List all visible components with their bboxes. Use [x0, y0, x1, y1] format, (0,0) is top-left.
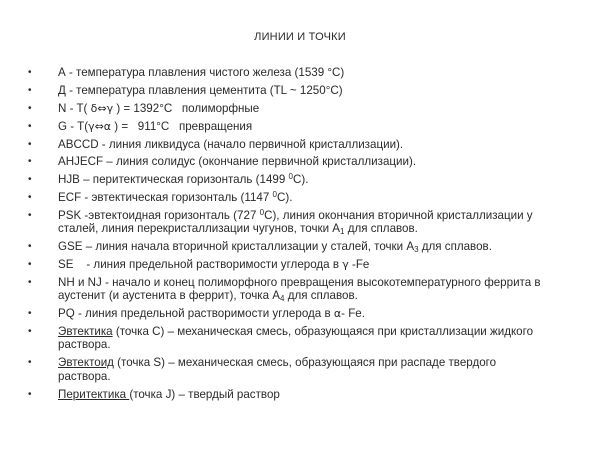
item-text-part: для сплавов.	[344, 222, 418, 236]
item-text-part: G - T(	[58, 119, 89, 133]
bullet-icon: •	[28, 174, 32, 186]
subscript: 1	[340, 227, 345, 237]
bullet-icon: •	[28, 67, 32, 78]
list-item	[28, 307, 548, 320]
item-text	[58, 276, 548, 303]
greek-symbol: γ⇔α	[88, 119, 112, 133]
term-link[interactable]: Эвтектика	[58, 325, 113, 339]
item-text-part: N - T(	[58, 101, 91, 115]
bullet-icon: •	[28, 308, 32, 320]
item-text-part: HJB – перитектическая горизонталь (1499	[58, 173, 289, 187]
list-item	[28, 102, 548, 115]
list-item	[28, 276, 548, 303]
item-text-part: превращения	[169, 119, 253, 133]
superscript: 0	[272, 190, 277, 200]
bullet-icon: •	[28, 120, 32, 132]
item-text-part: GSE – линия начала вторичной кристаллизации у сталей, точки А	[58, 240, 415, 254]
subscript: 4	[280, 294, 285, 304]
item-text-part: С).	[277, 191, 293, 205]
list-item	[28, 191, 548, 204]
greek-symbol: δ⇔γ	[90, 101, 114, 115]
item-text	[58, 307, 548, 320]
greek-symbol: γ	[342, 258, 349, 272]
item-text-part: ECF - эвтектическая горизонталь (1147	[58, 191, 273, 205]
list-item	[28, 388, 548, 401]
item-text: Д - температура плавления цементита (TL ~ 1250°C)	[58, 83, 343, 97]
superscript: 0	[288, 172, 293, 182]
bullet-icon: •	[28, 102, 32, 114]
bullet-icon: •	[28, 156, 32, 168]
item-text-part: PQ - линия предельной растворимости углерода в	[58, 307, 334, 321]
item-text-part: - Fe.	[341, 307, 365, 321]
item-text-part: NH и NJ - начало и конец полиморфного превращения высокотемпературного феррита в аустенит (и аустенита в феррит), точка А	[58, 276, 541, 303]
item-text-part: SE - линия предельной растворимости углерода в	[58, 258, 343, 272]
item-text	[58, 209, 548, 236]
bullet-icon: •	[28, 388, 32, 400]
item-text	[58, 173, 548, 186]
term-link[interactable]: Перитектика	[58, 387, 130, 401]
page-title: ЛИНИИ И ТОЧКИ	[254, 31, 346, 43]
bullet-icon: •	[28, 192, 32, 204]
item-text	[58, 388, 548, 401]
subscript: 3	[414, 245, 419, 255]
superscript: 0	[259, 208, 265, 218]
bullet-icon: •	[28, 277, 32, 289]
list-item	[28, 258, 548, 271]
item-text: AHJECF – линия солидус (окончание первичной кристаллизации).	[58, 155, 417, 169]
item-text-part: PSK -эвтектоидная горизонталь (727	[58, 209, 260, 223]
item-text-part: ) = 911°C	[111, 119, 170, 133]
item-text	[58, 102, 548, 115]
bullet-icon: •	[28, 259, 32, 271]
list-item	[28, 209, 548, 236]
item-text	[58, 240, 548, 253]
item-text-part: полиморфные	[172, 101, 260, 115]
item-text-part: ) = 1392°C	[113, 101, 173, 115]
item-text	[58, 325, 548, 352]
item-text-part: (точка С) – механическая смесь, образующаяся при кристаллизации жидкого раствора.	[58, 325, 534, 352]
bullet-icon: •	[28, 357, 32, 369]
item-text	[58, 356, 548, 383]
list-item	[28, 325, 548, 352]
item-text	[58, 191, 548, 204]
list-item	[28, 120, 548, 133]
item-text: А - температура плавления чистого железа (1539 °C)	[58, 66, 345, 79]
list-item	[28, 84, 548, 97]
item-text-part: -Fe	[348, 258, 370, 272]
bullet-icon: •	[28, 210, 32, 222]
bullet-icon: •	[28, 138, 32, 150]
definitions-list	[28, 66, 548, 405]
list-item	[28, 240, 548, 253]
item-text: ABCCD - линия ликвидуса (начало первичной кристаллизации).	[58, 137, 404, 151]
item-text	[58, 258, 548, 271]
item-text-part: (точка J) – твердый раствор	[129, 387, 280, 401]
item-text-part: (точка S) – механическая смесь, образующаяся при распаде твердого раствора.	[58, 356, 497, 383]
list-item	[28, 155, 548, 168]
item-text-part: С), линия окончания вторичной кристаллизации у сталей, линия перекристаллизации чугунов, точки А	[58, 209, 533, 236]
list-item	[28, 138, 548, 151]
list-item	[28, 173, 548, 186]
greek-symbol: α	[333, 307, 342, 321]
item-text	[58, 120, 548, 133]
bullet-icon: •	[28, 326, 32, 338]
list-item	[28, 66, 548, 79]
bullet-icon: •	[28, 84, 32, 96]
item-text-part: для сплавов.	[284, 289, 358, 303]
term-link[interactable]: Эвтектоид	[58, 356, 114, 370]
bullet-icon: •	[28, 241, 32, 253]
item-text-part: C).	[292, 173, 309, 187]
list-item	[28, 356, 548, 383]
item-text-part: для сплавов.	[418, 240, 492, 254]
